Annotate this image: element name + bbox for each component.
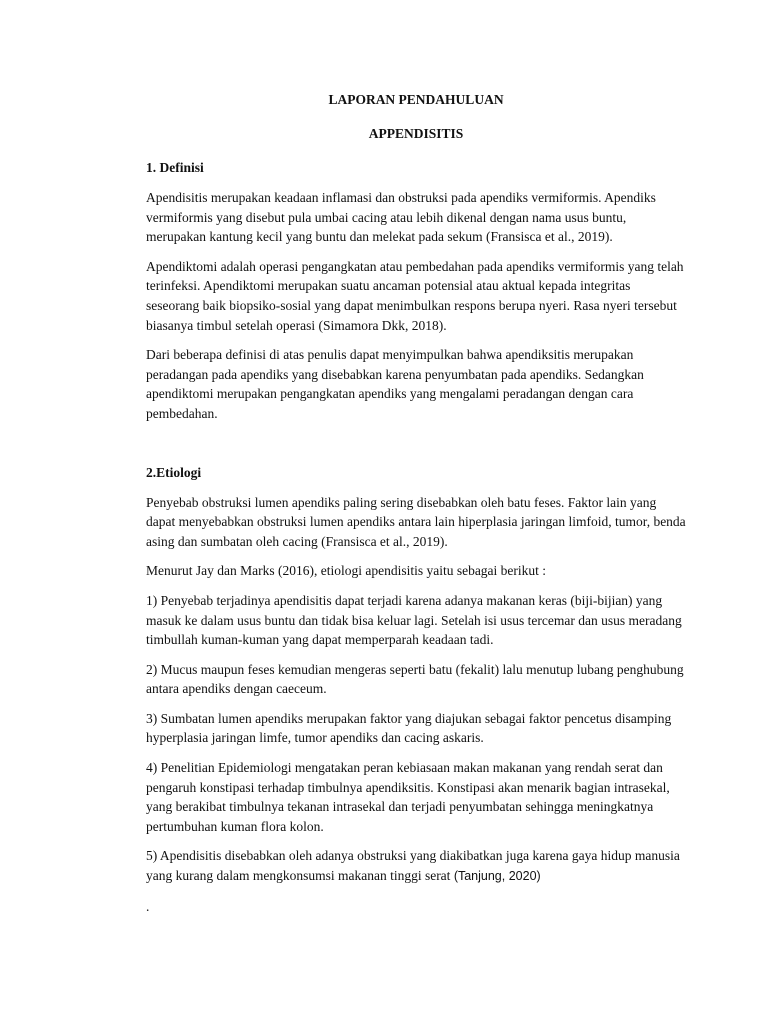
document-page: [146, 90, 686, 916]
citation-text: (Tanjung, 2020): [453, 869, 541, 884]
trailing-mark: .: [146, 898, 150, 914]
list-item-paragraph: 4) Penelitian Epidemiologi mengatakan peran kebiasaan makan makanan yang rendah serat dan pengaruh konstipasi terhadap timbulnya apendiksitis. Konstipasi akan menarik bagian intrasekal, yang berakibat timbulnya tekanan intrasekal dan terjadi penyumbatan sehingga meningkatnya pertumbuhan kuman flora kolon.: [146, 760, 670, 834]
paragraph: Menurut Jay dan Marks (2016), etiologi apendisitis yaitu sebagai berikut :: [146, 563, 547, 579]
section-heading-etiologi: 2.Etiologi: [146, 464, 202, 480]
paragraph: Apendisitis merupakan keadaan inflamasi dan obstruksi pada apendiks vermiformis. Apendiks vermiformis yang disebut pula umbai cacing atau lebih dikenal dengan nama usus buntu, merupakan kantung kecil yang buntu dan melekat pada sekum (Fransisca et al., 2019).: [146, 190, 656, 245]
paragraph-text: 5) Apendisitis disebabkan oleh adanya obstruksi yang diakibatkan juga karena gaya hidup manusia yang kurang dalam mengkonsumsi makanan tinggi serat: [146, 848, 680, 884]
section-spacer: [146, 434, 686, 463]
list-item-paragraph: 3) Sumbatan lumen apendiks merupakan faktor yang diajukan sebagai faktor pencetus disamping hyperplasia jaringan limfe, tumor apendiks dan cacing askaris.: [146, 710, 672, 746]
document-title: LAPORAN PENDAHULUAN: [328, 92, 504, 107]
list-item-paragraph: [146, 846, 686, 886]
section-heading-definisi: 1. Definisi: [146, 160, 204, 175]
list-item-paragraph: 1) Penyebab terjadinya apendisitis dapat terjadi karena adanya makanan keras (biji-bijian) yang masuk ke dalam usus buntu dan tidak bisa keluar lagi. Setelah isi usus tercemar dan usus meradang timbullah kuman-kuman yang dapat memperparah keadaan tadi.: [146, 592, 682, 648]
paragraph: Dari beberapa definisi di atas penulis dapat menyimpulkan bahwa apendiksitis merupakan peradangan pada apendiks yang disebabkan karena penyumbatan pada apendiks. Sedangkan apendiktomi merupakan pengangkatan apendiks yang mengalami peradangan dengan cara pembedahan.: [146, 347, 644, 421]
list-item-paragraph: 2) Mucus maupun feses kemudian mengeras seperti batu (fekalit) lalu menutup lubang penghubung antara apendiks dengan caeceum.: [146, 661, 684, 697]
paragraph: Penyebab obstruksi lumen apendiks paling sering disebabkan oleh batu feses. Faktor lain yang dapat menyebabkan obstruksi lumen apendiks antara lain hiperplasia jaringan limfoid, tumor, benda asing dan sumbatan oleh cacing (Fransisca et al., 2019).: [146, 494, 686, 549]
paragraph: Apendiktomi adalah operasi pengangkatan atau pembedahan pada apendiks vermiformis yang telah terinfeksi. Apendiktomi merupakan suatu ancaman potensial atau aktual kepada integritas seseorang baik biopsiko-sosial yang dapat menimbulkan respons berupa nyeri. Rasa nyeri tersebut biasanya timbul setelah operasi (Simamora Dkk, 2018).: [146, 258, 684, 333]
document-subtitle: APPENDISITIS: [368, 126, 464, 141]
